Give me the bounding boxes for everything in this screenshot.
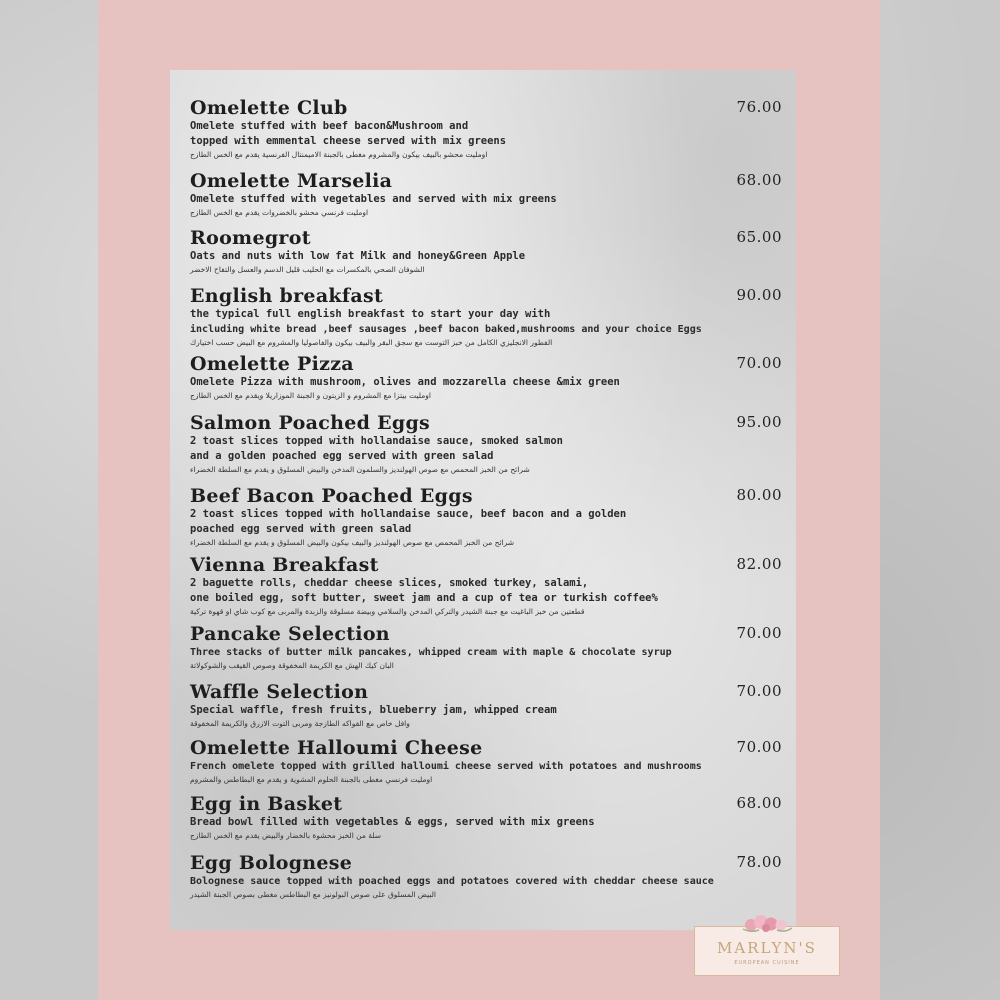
item-price: 76.00 [736, 98, 782, 116]
item-description: one boiled egg, soft butter, sweet jam and a cup of tea or turkish coffee% [190, 592, 658, 604]
item-title: Salmon Poached Eggs [190, 412, 431, 434]
menu-item [190, 227, 790, 276]
item-price: 70.00 [736, 682, 782, 700]
item-title: Omelette Club [190, 97, 348, 119]
item-arabic-description: البان كيك الهش مع الكريمة المخفوقة وصوص القيقب والشوكولاتة [190, 661, 394, 670]
item-title: Vienna Breakfast [190, 554, 379, 576]
item-price: 68.00 [736, 794, 782, 812]
item-description: Omelete Pizza with mushroom, olives and mozzarella cheese &mix green [190, 376, 620, 388]
menu-item [190, 852, 790, 901]
item-description: Omelete stuffed with vegetables and served with mix greens [190, 193, 557, 205]
logo-name: MARLYN'S [717, 939, 817, 957]
item-description: including white bread ,beef sausages ,beef bacon baked,mushrooms and your choice Eggs [190, 324, 702, 335]
item-description: the typical full english breakfast to start your day with [190, 308, 551, 320]
item-arabic-description: شرائح من الخبز المحمص مع صوص الهولنديز والسلمون المدخن والبيض المسلوق و يقدم مع السلطة الخضراء [190, 465, 530, 474]
item-description: and a golden poached egg served with green salad [190, 450, 494, 462]
item-price: 80.00 [736, 486, 782, 504]
menu-item [190, 353, 790, 402]
item-arabic-description: اومليت محشو بالبيف بيكون والمشروم مغطى بالجبنة الاميمنتال الفرنسية يقدم مع الخس الطازج [190, 150, 488, 159]
item-arabic-description: اومليت فرنسي مغطى بالجبنة الحلوم المشوية و يقدم مع البطاطس والمشروم [190, 775, 433, 784]
item-title: Roomegrot [190, 227, 311, 249]
menu-item [190, 170, 790, 219]
menu-item [190, 681, 790, 730]
item-description: 2 baguette rolls, cheddar cheese slices, smoked turkey, salami, [190, 577, 589, 589]
item-arabic-description: البيض المسلوق على صوص البولونيز مع البطاطس مغطى بصوص الجبنة الشيدر [190, 890, 436, 899]
menu-item [190, 793, 790, 842]
item-description: Special waffle, fresh fruits, blueberry jam, whipped cream [190, 704, 557, 716]
menu-item [190, 623, 790, 672]
item-price: 78.00 [736, 853, 782, 871]
item-arabic-description: الفطور الانجليزي الكامل من خبز التوست مع سجق البقر والبيف بيكون والفاصوليا والمشروم مع البيض حسب اختيارك [190, 338, 553, 347]
item-price: 65.00 [736, 228, 782, 246]
item-title: Omelette Pizza [190, 353, 354, 375]
menu-item [190, 97, 790, 161]
item-arabic-description: اومليت بيتزا مع المشروم و الزيتون و الجبنة الموزاريلا ويقدم مع الخس الطازج [190, 391, 431, 400]
item-description: Bread bowl filled with vegetables & eggs, served with mix greens [190, 816, 595, 828]
item-title: Waffle Selection [190, 681, 369, 703]
item-arabic-description: الشوفان الصحي بالمكسرات مع الحليب قليل الدسم والعسل والتفاح الاخضر [190, 265, 425, 274]
flower-icon [737, 913, 797, 935]
item-arabic-description: اومليت فرنسي محشو بالخضروات يقدم مع الخس الطازج [190, 208, 369, 217]
item-description: Oats and nuts with low fat Milk and honey&Green Apple [190, 250, 526, 262]
menu-item [190, 412, 790, 476]
item-price: 70.00 [736, 624, 782, 642]
menu-item [190, 485, 790, 549]
item-price: 95.00 [736, 413, 782, 431]
item-title: Omelette Halloumi Cheese [190, 737, 483, 759]
item-title: Egg Bolognese [190, 852, 353, 874]
item-title: Pancake Selection [190, 623, 390, 645]
item-description: poached egg served with green salad [190, 523, 412, 535]
item-description: 2 toast slices topped with hollandaise sauce, smoked salmon [190, 435, 563, 447]
item-description: Three stacks of butter milk pancakes, whipped cream with maple & chocolate syrup [190, 647, 672, 658]
item-price: 68.00 [736, 171, 782, 189]
menu-item [190, 737, 790, 786]
menu-item [190, 285, 790, 349]
item-price: 90.00 [736, 286, 782, 304]
menu-item [190, 554, 790, 618]
item-price: 70.00 [736, 354, 782, 372]
item-description: Bolognese sauce topped with poached eggs and potatoes covered with cheddar cheese sauce [190, 876, 714, 887]
item-description: 2 toast slices topped with hollandaise sauce, beef bacon and a golden [190, 508, 627, 520]
item-price: 70.00 [736, 738, 782, 756]
item-title: Beef Bacon Poached Eggs [190, 485, 473, 507]
restaurant-logo [694, 926, 840, 976]
item-price: 82.00 [736, 555, 782, 573]
item-title: English breakfast [190, 285, 384, 307]
item-description: French omelete topped with grilled halloumi cheese served with potatoes and mushrooms [190, 761, 702, 772]
item-arabic-description: شرائح من الخبز المحمص مع صوص الهولنديز والبيف بيكون والبيض المسلوق و يقدم مع السلطة الخضراء [190, 538, 515, 547]
logo-subtitle: EUROPEAN CUISINE [734, 960, 800, 966]
item-title: Omelette Marselia [190, 170, 393, 192]
item-title: Egg in Basket [190, 793, 343, 815]
item-description: Omelete stuffed with beef bacon&Mushroom and [190, 120, 469, 132]
item-arabic-description: وافل خاص مع الفواكه الطازجة ومربى التوت الازرق والكريمة المخفوقة [190, 719, 410, 728]
item-description: topped with emmental cheese served with mix greens [190, 135, 507, 147]
item-arabic-description: قطعتين من خبز الباغيت مع جبنة الشيدر والتركي المدخن والسلامي وبيضة مسلوقة والزبدة والمربى مع كوب شاي او قهوة تركية [190, 607, 585, 616]
item-arabic-description: سلة من الخبز محشوة بالخضار والبيض يقدم مع الخس الطازج [190, 831, 382, 840]
